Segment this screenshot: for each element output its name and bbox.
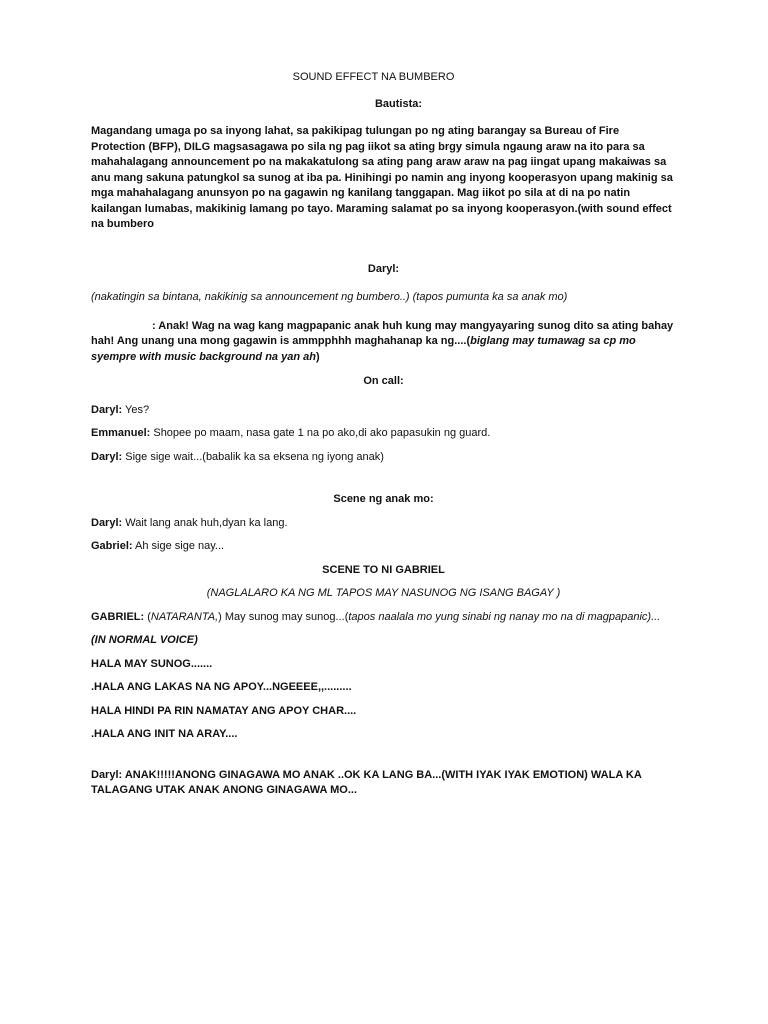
document-title: SOUND EFFECT NA BUMBERO — [292, 71, 455, 83]
anak-line-text: : Anak! Wag na wag kang magpapanic anak huh kung may mangyayaring sunog dito sa ating bahay hah! Ang unang una mong gagawin is ammpphhh maghahanap ka ng....( — [91, 319, 674, 347]
scene-gabriel-heading: SCENE TO NI GABRIEL — [322, 563, 445, 576]
gabriel-emotion: NATARANTA, — [150, 610, 219, 623]
daryl-direction: (nakatingin sa bintana, nakikinig sa announcement ng bumbero..) (tapos pumunta ka sa anak mo) — [91, 291, 568, 303]
scene-speaker: Daryl: — [91, 516, 123, 529]
gabriel-direction-inline: tapos naalala mo yung sinabi ng nanay mo na di magpapanic)... — [348, 610, 661, 623]
shout-line: HALA HINDI PA RIN NAMATAY ANG APOY CHAR.... — [91, 704, 357, 717]
author-heading: Bautista: — [374, 97, 423, 110]
daryl-heading: Daryl: — [367, 262, 400, 275]
call-line — [91, 450, 676, 466]
normal-voice-note: (IN NORMAL VOICE) — [91, 634, 198, 646]
anak-line — [91, 319, 676, 366]
on-call-heading: On call: — [363, 375, 404, 387]
call-line — [91, 403, 676, 419]
call-speaker: Daryl: — [91, 450, 123, 463]
shout-line: .HALA ANG INIT NA ARAY.... — [91, 728, 238, 740]
final-line — [91, 768, 676, 799]
gabriel-line — [91, 610, 676, 626]
intro-paragraph: Magandang umaga po sa inyong lahat, sa pakikipag tulungan po ng ating barangay sa Bureau of Fire Protection (BFP), DILG magsasagawa po sila ng pag iikot sa ating brgy simula ngaung araw na ito para sa mahahalagang announcement po na makakatulong sa ating pang araw araw na pag iingat upang makaiwas sa anu mang sakuna patungkol sa sunog at iba pa. Hinihingi po namin ang inyong kooperasyon upang makinig sa mga mahahalagang anunsyon po na gagawin ng kanilang tanggapan. Mag iikot po sila at di na po natin kailangan lumabas, makikinig lamang po tayo. Maraming salamat po sa inyong kooperasyon.(with sound effect na bumbero — [91, 125, 673, 230]
call-speaker: Daryl: — [91, 403, 123, 416]
anak-line-close: ) — [315, 350, 320, 363]
call-text: Sige sige wait...(babalik ka sa eksena ng iyong anak) — [122, 450, 384, 463]
scene-line — [91, 539, 676, 555]
gabriel-direction: (NAGLALARO KA NG ML TAPOS MAY NASUNOG NG ISANG BAGAY ) — [206, 587, 561, 599]
call-text: Yes? — [122, 403, 150, 416]
final-text: ANAK!!!!!ANONG GINAGAWA MO ANAK ..OK KA LANG BA...(WITH IYAK IYAK EMOTION) WALA KA TALAGANG UTAK ANAK ANONG GINAGAWA MO... — [91, 768, 642, 796]
scene-text: Wait lang anak huh,dyan ka lang. — [122, 516, 288, 529]
shout-line: HALA MAY SUNOG....... — [91, 657, 213, 670]
scene-line — [91, 516, 676, 532]
call-line — [91, 426, 676, 442]
final-speaker: Daryl: — [91, 768, 123, 781]
gabriel-speaker: GABRIEL: — [91, 610, 145, 623]
call-speaker: Emmanuel: — [91, 427, 151, 439]
call-text: Shopee po maam, nasa gate 1 na po ako,di ako papasukin ng guard. — [150, 427, 491, 439]
anak-line-direction: biglang may tumawag sa cp mo syempre with music background na yan ah — [91, 335, 636, 363]
gabriel-pre: ( — [144, 610, 151, 623]
gabriel-mid: ) May sunog may sunog...( — [218, 610, 349, 623]
shout-line: .HALA ANG LAKAS NA NG APOY...NGEEEE,,......... — [91, 681, 352, 693]
scene-speaker: Gabriel: — [91, 540, 133, 552]
scene-anak-heading: Scene ng anak mo: — [333, 493, 434, 505]
scene-text: Ah sige sige nay... — [132, 540, 225, 552]
